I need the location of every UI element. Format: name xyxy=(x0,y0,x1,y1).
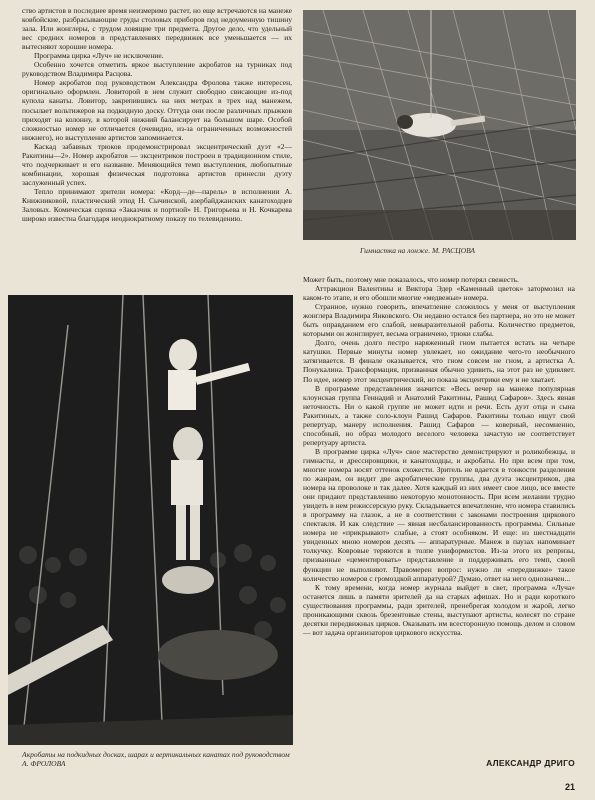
gymnast-photo xyxy=(303,10,576,240)
paragraph: К тому времени, когда номер журнала выйдет в свет, программа «Луча» останется лишь в памяти зрителей да на старых афишах. Но и ради короткого существования программы, ради зрителей, пренебрегая холодом и жарой, легко проникающими сквозь брезентовые стены, выступают артисты, колесят по стране десятки передвижных цирков. Оказывать им всесторонную помощь делом и словом — вот задача организаторов циркового искусства. xyxy=(303,582,575,637)
article-column-right xyxy=(303,275,575,637)
paragraph: Номер акробатов под руководством Александра Фролова также интересен, оригинально оформлен. Ловиторой в нем служит свободно свисающие из-под купола канаты. Ловитор, закрепившись на них метрах в трех над манежем, посылает вольтижеров на подкидную доску. Оттуда они после различных прыжков приходят на колонну, в которой нижний балансирует на большом шаре. Особой сложностью номер не отличается (очевидно, из-за ограниченных возможностей нижнего), но выступление артистов запоминается. xyxy=(22,78,292,142)
paragraph: В программе цирка «Луч» свое мастерство демонстрируют и роликобежцы, и гимнасты, и дрессировщики, и канатоходцы, и акробаты. Но при всем при том, многие номера носят оттенок схожести. Зритель не вдается в тонкости разделения по жанрам, он видит две акробатические группы, два дуэта эксцентриков, два номера на проволоке и так далее. Хотя каждый из них имеет свое лицо, все вместе они придают представлению некоторую монотонность. При всем желании трудно увидеть в нем режиссерскую руку. Складывается впечатление, что номера ставились в программу на глазок, а не в соответствии с законами построения циркового спектакля. И как следствие — явная несбалансированность программы. Сильные номера не «прикрывают» слабые, а стоят особняком. И еще: из шестнадцати увиденных мною номеров десять — аппаратурные. Манеж в паузах напоминает толкучку. Ковровые теряются в толпе униформистов. Из-за этого их репризы, призванные «цементировать» представление и поддерживать его темп, своей функции не выполняют. Правомерен вопрос: нужно ли «передвижке» такое количество номеров с громоздкой аппаратурой? Думаю, ответ на него однозначен... xyxy=(303,446,575,583)
paragraph: Особенно хочется отметить яркое выступление акробатов на турниках под руководством Владимира Расцова. xyxy=(22,60,292,79)
paragraph: ство артистов в последнее время неизмеримо растет, но еще встречаются на манеже ковбойские, разбрасывающие груды столовых приборов под недоуменную тишину зала. Или жонглеры, с трудом ловящие три предмета. Другое дело, что удельный вес средних номеров в представлениях передвижек все уменьшается — их вытесняют хорошие номера. xyxy=(22,6,292,52)
page-number: 21 xyxy=(564,782,575,792)
paragraph: Долго, очень долго пестро наряженный гном пытается встать на четыре катушки. Первые минуты номер увлекает, но ожидание чего-то необычного затягивается. В финале оказывается, что гном совсем не гном, а артистка А. Понукалина. Трансформация, призванная обычно удивить, на этот раз не удивляет. По идее, номер этот эксцентрический, но показа эксцентрики ему и не хватает. xyxy=(303,338,575,384)
paragraph: Аттракцион Валентины и Виктора Эдер «Каменный цветок» затормозил на каком-то этапе, и его обошли многие «медвежьи» номера. xyxy=(303,284,575,303)
gymnast-photo-image xyxy=(303,10,576,240)
paragraph: Программа цирка «Луч» не исключение. xyxy=(34,51,164,61)
paragraph: Тепло принимают зрители номера: «Корд—де—парель» в исполнении А. Книжниковой, пластический этюд Н. Сычинской, азербайджанских канатоходцев Заловых. Комическая сценка «Заказчик и портной» Н. Григорьева и Н. Кочкарева широко известна благодаря неоднократному показу по телевидению. xyxy=(22,186,292,224)
paragraph: Может быть, поэтому мне показалось, что номер потерял свежесть. xyxy=(303,275,519,284)
acrobats-photo-image xyxy=(8,295,293,745)
paragraph: Каскад забавных трюков продемонстрировал эксцентрический дуэт «2—Ракитины—2». Номер акробатов — эксцентриков построен в традиционном стиле, что подчеркивает и его название. Меняющийся темп выступления, любопытные комбинации, хорошая физическая подготовка артистов принесли дуэту заслуженный успех. xyxy=(22,141,292,187)
author-signature: АЛЕКСАНДР ДРИГО xyxy=(486,758,575,768)
paragraph: Странное, нужно говорить, впечатление сложилось у меня от выступления жонглера Владимира Янковского. Он недавно остался без партнера, но это не может быть оправданием его слабой, невыразительной работы. Количество предметов, которыми он жонглирует, весьма ограничено, трюки слабы. xyxy=(303,302,575,339)
paragraph: В программе представления значится: «Весь вечер на манеже популярная клоунская группа Геннадий и Анатолий Ракитины, Рашид Сафаров». Здесь явная неточность. Ни о какой группе не может идти и речи. Есть дуэт отца и сына Ракитиных, а также соло-клоун Рашид Сафаров. Ракитины только ищут свой репертуар, манеру исполнения. Рашид Сафаров — коверный, несомненно, способный, но образ молодого веселого человека зачастую не соответствует репертуару артиста. xyxy=(303,383,575,447)
gymnast-photo-caption: Гимнастка на лонже. М. РАСЦОВА xyxy=(360,246,475,255)
article-column-top-left xyxy=(22,6,292,223)
acrobats-photo-caption: Акробаты на подкидных досках, шарах и вертикальных канатах под руководством А. ФРОЛОВА xyxy=(22,750,290,768)
acrobats-photo xyxy=(8,295,293,745)
